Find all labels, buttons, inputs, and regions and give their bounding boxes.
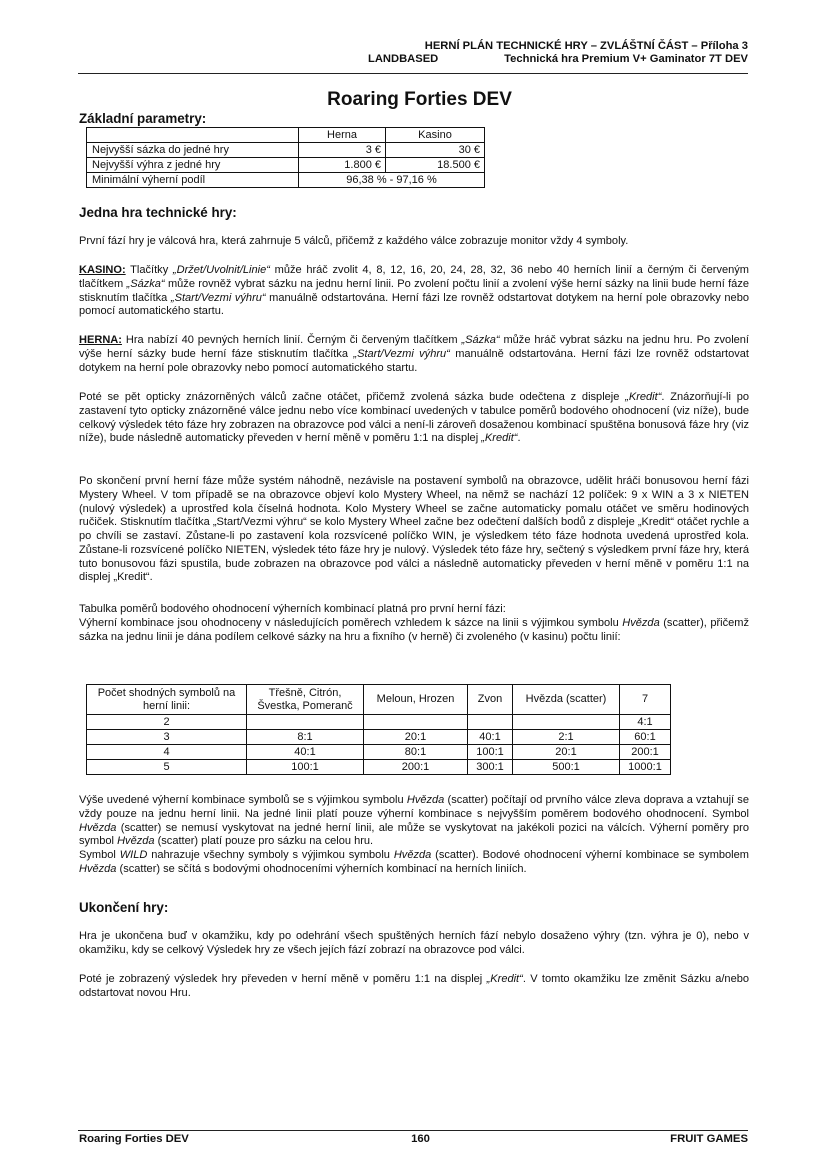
table-row: 5 100:1 200:1 300:1 500:1 1000:1 [87,760,671,775]
kasino-label: KASINO: [79,264,126,276]
footer [79,1133,748,1145]
footer-divider [78,1130,748,1131]
reels-paragraph: Poté se pět opticky znázorněných válců začne otáčet, přičemž zvolená sázka bude odečtena z displeje „Kredit“. Znázorňují-li po zastavení tyto opticky znázorněné válce jednu nebo více kombinací uvedených v tabulce poměrů bodového ohodnocení (viz níže), bude celkový výsledek této fáze hry zobrazen na obrazovce pod válci a není-li zároveň dosaženou kombinací spuštěna bonusová fáze hry (viz níže), bude následně automaticky převeden v herní měně v poměru 1:1 na displej „Kredit“. [79,391,750,445]
rules-paragraph: Výše uvedené výherní kombinace symbolů se s výjimkou symbolu Hvězda (scatter) počítají od prvního válce zleva doprava a vztahují se vždy pouze na jednu herní linii. Na jedné linii platí pouze výherní kombinace s nejvyšším poměrem bodového ohodnocení. Symbol Hvězda (scatter) se nemusí vyskytovat na jedné herní linii, ale může se vyskytovat na jakékoli pozici na válcích. Výherní poměry pro symbol Hvězda (scatter) platí pouze pro sázku na celou hru. Symbol WILD nahrazuje všechny symboly s výjimkou symbolu Hvězda (scatter). Bodové ohodnocení výherní kombinace se symbolem Hvězda (scatter) se sčítá s bodovými ohodnoceními výherních kombinací na herních liniích. [79,794,749,875]
footer-game-name: Roaring Forties DEV [79,1133,189,1145]
paytable [86,684,671,775]
end-paragraph-1: Hra je ukončena buď v okamžiku, kdy po odehrání všech spuštěných herních fází nebylo dosaženo výhry (tzn. výhra je 0), nebo v okamžiku, kdy se celkový Výsledek hry ze všech jejích fází zobrazí na obrazovce pod válci. [79,930,749,956]
table-row: 3 8:1 20:1 40:1 2:1 60:1 [87,730,671,745]
table-row: Nejvyšší výhra z jedné hry 1.800 € 18.500 € [87,158,485,173]
params-table [86,127,485,188]
table-row: 2 4:1 [87,715,671,730]
table-row: Minimální výherní podíl 96,38 % - 97,16 % [87,173,485,188]
herna-paragraph: HERNA: Hra nabízí 40 pevných herních linií. Černým či červeným tlačítkem „Sázka“ může hráč vybrat sázku na jednu hru. Po zvolení výše herní sázky bude herní fáze stisknutím tlačítka „Start/Vezmi výhru“ manuálně odstartována. Herní fázi lze rovněž odstartovat dotykem na herní pole obrazovky nebo pomocí automatického startu. [79,334,750,374]
header-landbased: LANDBASED [368,53,439,65]
kasino-paragraph: KASINO: Tlačítky „Držet/Uvolnit/Linie“ může hráč zvolit 4, 8, 12, 16, 20, 24, 28, 32, 36 nebo 40 herních linií a černým či červeným tlačítkem „Sázka“ může rovněž vybrat sázku na jednu herní linii. Po zvolení počtu linií a zvolení výše herní sázky na linii bude herní fáze stisknutím tlačítka „Start/Vezmi výhru“ manuálně odstartována. Herní fázi lze rovněž odstartovat dotykem na herní pole obrazovky nebo pomocí automatického startu. [79,264,749,318]
params-heading: Základní parametry: [79,111,207,126]
herna-label: HERNA: [79,334,122,346]
footer-category: FRUIT GAMES [670,1133,748,1145]
intro-paragraph: První fází hry je válcová hra, která zahrnuje 5 válců, přičemž z každého válce zobrazuje monitor vždy 4 symboly. [79,235,629,247]
page-number: 160 [411,1133,430,1145]
col-kasino: Kasino [386,128,485,143]
paytable-intro-paragraph: Tabulka poměrů bodového ohodnocení výherních kombinací platná pro první herní fázi: Výherní kombinace jsou ohodnoceny v následujících poměrech vzhledem k sázce na linii s výjimkou symbolu Hvězda (scatter), přičemž sázka na jednu linii je dána podílem celkové sázky na hru a fixního (v herně) či zvoleného (v kasinu) počtu linií: [79,603,750,643]
paytable-header-row: Počet shodných symbolů na herní linii: Třešně, Citrón, Švestka, Pomeranč Meloun, Hrozen Zvon Hvězda (scatter) 7 [87,685,671,715]
page-title: Roaring Forties DEV [327,89,512,110]
header-title: HERNÍ PLÁN TECHNICKÉ HRY – ZVLÁŠTNÍ ČÁST – Příloha 3 [424,40,748,52]
params-header-row [87,128,485,143]
end-paragraph-2: Poté je zobrazený výsledek hry převeden v herní měně v poměru 1:1 na displej „Kredit“. V tomto okamžiku lze změnit Sázku a/nebo odstartovat novou Hru. [79,973,749,999]
header-divider [78,73,748,74]
mystery-wheel-paragraph: Po skončení první herní fáze může systém náhodně, nezávisle na postavení symbolů na obrazovce, udělit hráči bonusovou herní fázi Mystery Wheel. V tom případě se na obrazovce objeví kolo Mystery Wheel, na němž se nachází 12 políček: 9 x WIN a 3 x NIETEN (nulový výsledek) a uprostřed kola číselná hodnota. Kolo Mystery Wheel se začne automaticky pomalu otáčet ve směru hodinových ručiček. Stisknutím tlačítka „Start/Vezmi výhru“ se kolo Mystery Wheel začne bez odečtení dalších bodů z displeje „Kredit“ otáčet rychle a po chvíli se zastaví. Zůstane-li po zastavení kola rozsvícené políčko WIN, je výsledkem této fáze hodnota uvedená uprostřed kola. Zůstane-li rozsvícené políčko NIETEN, výsledek této fáze hry je nulový. Výsledek této fáze hry, sečtený s výsledkem první fáze hry, která tuto bonusovou fázi spustila, bude zobrazen na obrazovce pod válci a následně automaticky převeden v herní měně v poměru 1:1 na displej „Kredit“. [79,475,749,584]
game-heading: Jedna hra technické hry: [79,205,237,220]
header-subtitle [368,53,748,65]
col-herna: Herna [299,128,386,143]
table-row: 4 40:1 80:1 100:1 20:1 200:1 [87,745,671,760]
header-game-name: Technická hra Premium V+ Gaminator 7T DEV [504,53,748,65]
table-row: Nejvyšší sázka do jedné hry 3 € 30 € [87,143,485,158]
end-heading: Ukončení hry: [79,900,169,915]
